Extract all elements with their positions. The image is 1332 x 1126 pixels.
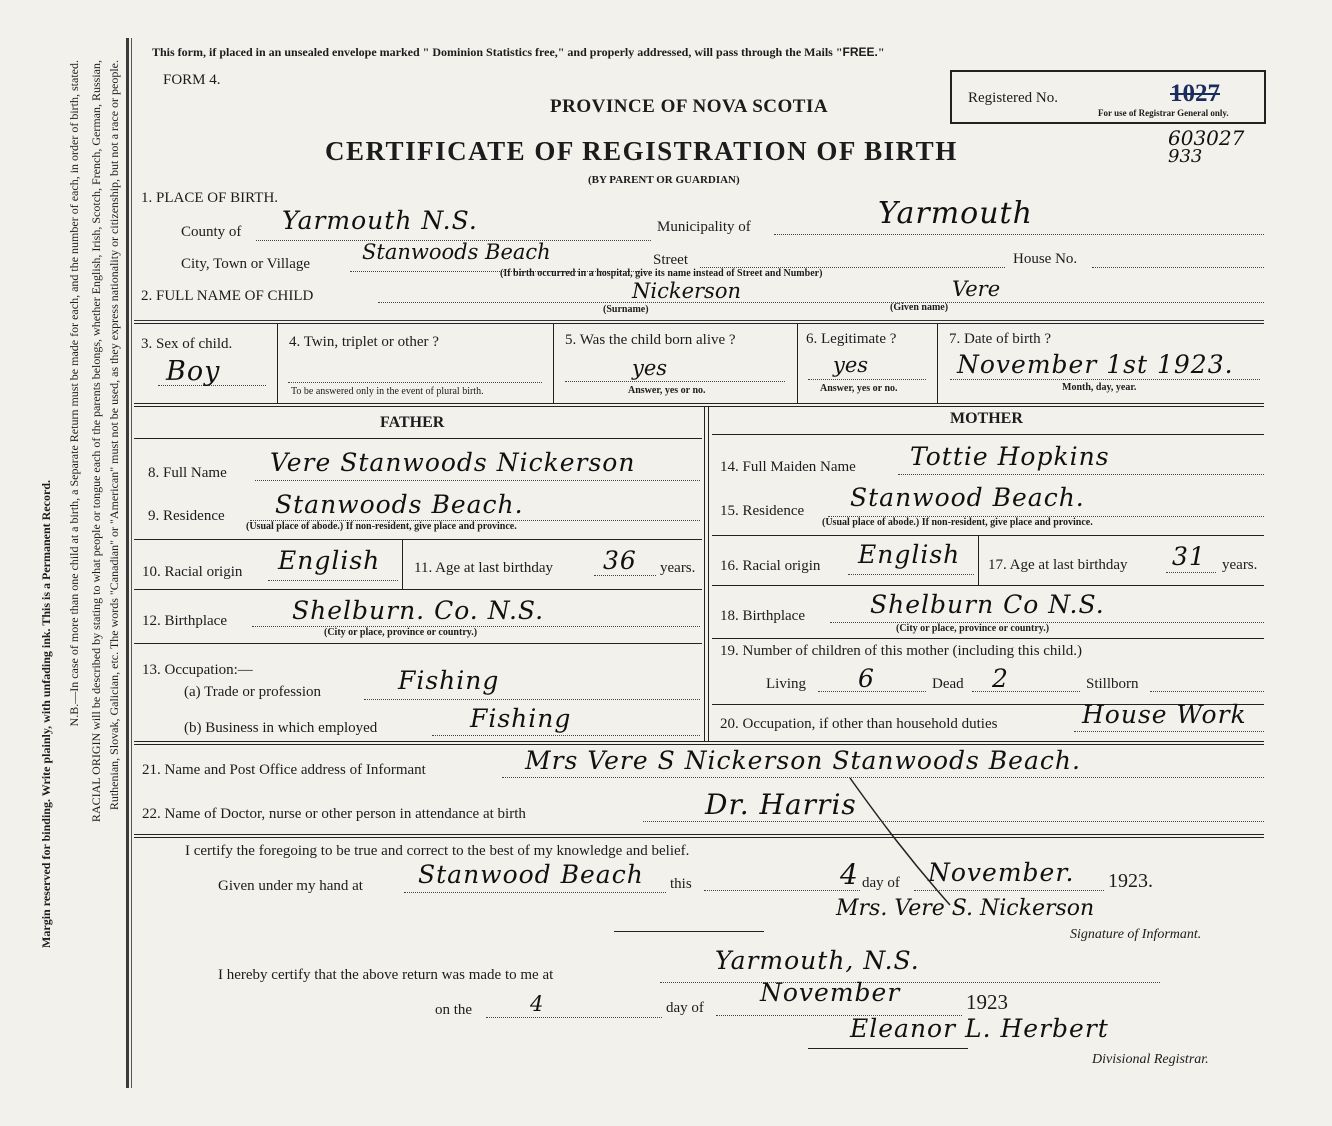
mother-age-unit: years. bbox=[1222, 557, 1258, 573]
mother-race-line bbox=[848, 574, 974, 575]
rule-below-row3 bbox=[134, 403, 1264, 404]
mother-birthplace-label: 18. Birthplace bbox=[720, 608, 805, 624]
father-age-unit: years. bbox=[660, 560, 696, 576]
pen-stroke-mark bbox=[840, 770, 960, 910]
legitimate-note: Answer, yes or no. bbox=[820, 383, 898, 394]
father-name-value: Vere Stanwoods Nickerson bbox=[270, 448, 636, 477]
mother-rule-2 bbox=[712, 585, 1264, 586]
return-place-value: Yarmouth, N.S. bbox=[715, 946, 920, 975]
mail-notice: This form, if placed in an unsealed envelope marked " Dominion Statistics free," and properly addressed, will pass through the Mails "FREE." bbox=[152, 45, 885, 59]
plural-birth-label: 4. Twin, triplet or other ? bbox=[289, 334, 439, 350]
day-line bbox=[704, 890, 860, 891]
father-birthplace-label: 12. Birthplace bbox=[142, 613, 227, 629]
stillborn-label: Stillborn bbox=[1086, 676, 1139, 692]
mother-rule-1 bbox=[712, 535, 1264, 536]
legitimate-label: 6. Legitimate ? bbox=[806, 331, 897, 347]
birth-date-value: November 1st 1923. bbox=[957, 350, 1234, 379]
divider-3-4 bbox=[277, 323, 278, 403]
child-name-line bbox=[378, 302, 1264, 303]
dead-label: Dead bbox=[932, 676, 964, 692]
father-race-divider bbox=[402, 539, 403, 589]
mother-race-divider bbox=[978, 535, 979, 585]
return-made-label: I hereby certify that the above return was made to me at bbox=[218, 967, 554, 983]
county-label: County of bbox=[181, 224, 242, 240]
on-the-label: on the bbox=[435, 1002, 473, 1018]
municipality-label: Municipality of bbox=[657, 219, 751, 235]
rule-above-row3-b bbox=[134, 323, 1264, 324]
informant-label: 21. Name and Post Office address of Informant bbox=[142, 762, 426, 778]
mother-rule-3 bbox=[712, 638, 1264, 639]
divider-5-6 bbox=[797, 323, 798, 403]
mother-residence-note: (Usual place of abode.) If non-resident, give place and province. bbox=[822, 517, 1093, 528]
legitimate-line bbox=[808, 379, 926, 380]
margin-notes bbox=[14, 60, 134, 1070]
parents-divider bbox=[704, 406, 705, 741]
birth-date-note: Month, day, year. bbox=[1062, 382, 1137, 393]
rule-above-certification bbox=[134, 834, 1264, 835]
father-heading-rule bbox=[134, 438, 702, 439]
margin-note-racial-origin-cont: Ruthenian, Slovak, Galician, etc. The words "Canadian" or "American" must not be used, as they express nationality or citizenship, but not a race or people. bbox=[107, 60, 121, 811]
father-name-label: 8. Full Name bbox=[148, 465, 227, 481]
house-number-line bbox=[1092, 267, 1264, 268]
registrar-signature: Eleanor L. Herbert bbox=[850, 1014, 1109, 1043]
rule-above-informant bbox=[134, 741, 1264, 742]
registered-number: 1027 bbox=[1170, 80, 1220, 107]
father-business-label: (b) Business in which employed bbox=[184, 720, 378, 736]
father-business-value: Fishing bbox=[470, 704, 572, 733]
mother-age-label: 17. Age at last birthday bbox=[988, 557, 1128, 573]
margin-number-1: 603027 bbox=[1168, 126, 1245, 150]
municipality-value: Yarmouth bbox=[878, 196, 1033, 231]
registration-box bbox=[950, 70, 1266, 124]
father-age-value: 36 bbox=[603, 546, 637, 575]
born-alive-value: yes bbox=[632, 356, 668, 380]
binding-rule bbox=[126, 38, 129, 1088]
rule-above-row3 bbox=[134, 320, 1264, 321]
signature-rule-left bbox=[614, 931, 764, 932]
mother-birthplace-note: (City or place, province or country.) bbox=[896, 623, 1050, 634]
form-number: FORM 4. bbox=[163, 72, 221, 88]
legitimate-value: yes bbox=[833, 353, 869, 377]
father-race-line bbox=[268, 580, 398, 581]
given-day-value: 4 bbox=[840, 858, 859, 891]
dead-line bbox=[972, 691, 1080, 692]
birth-date-line bbox=[950, 379, 1260, 380]
on-year-value: 1923 bbox=[966, 990, 1008, 1014]
given-at-place: Stanwood Beach bbox=[418, 860, 644, 889]
father-trade-value: Fishing bbox=[398, 666, 500, 695]
child-surname-value: Nickerson bbox=[632, 279, 741, 303]
mother-name-value: Tottie Hopkins bbox=[910, 442, 1110, 471]
mother-name-line bbox=[898, 474, 1264, 475]
county-value: Yarmouth N.S. bbox=[282, 206, 478, 235]
father-birthplace-value: Shelburn. Co. N.S. bbox=[292, 596, 545, 625]
on-day-line bbox=[486, 1017, 662, 1018]
stillborn-line bbox=[1150, 691, 1264, 692]
informant-signature-caption: Signature of Informant. bbox=[1070, 927, 1202, 942]
father-race-label: 10. Racial origin bbox=[142, 564, 243, 580]
rule-above-informant-b bbox=[134, 744, 1264, 745]
margin-note-binding: Margin reserved for binding. Write plainly, with unfading ink. This is a Permanent Record. bbox=[39, 480, 53, 948]
return-place-line bbox=[660, 982, 1160, 983]
mother-name-label: 14. Full Maiden Name bbox=[720, 459, 856, 475]
binding-rule-thin bbox=[131, 38, 132, 1088]
this-label: this bbox=[670, 876, 692, 892]
parents-divider-b bbox=[708, 406, 709, 741]
on-day-value: 4 bbox=[530, 992, 544, 1016]
surname-note: (Surname) bbox=[603, 304, 649, 315]
page-title: CERTIFICATE OF REGISTRATION OF BIRTH bbox=[325, 136, 958, 166]
municipality-line bbox=[774, 234, 1264, 235]
mother-age-line bbox=[1166, 572, 1216, 573]
margin-note-multiple-birth: N.B.—In case of more than one child at a birth, a Separate Return must be made for each, and the number of each, in order of birth, stated. bbox=[67, 60, 81, 727]
father-trade-line bbox=[364, 699, 700, 700]
plural-birth-note: To be answered only in the event of plural birth. bbox=[291, 386, 484, 397]
father-age-line bbox=[594, 575, 656, 576]
given-month-value: November. bbox=[928, 858, 1075, 887]
born-alive-line bbox=[565, 381, 785, 382]
given-at-line bbox=[404, 892, 666, 893]
street-label: Street bbox=[653, 252, 688, 268]
hospital-note: (If birth occurred in a hospital, give its name instead of Street and Number) bbox=[500, 268, 823, 279]
informant-value: Mrs Vere S Nickerson Stanwoods Beach. bbox=[525, 746, 1081, 775]
father-age-label: 11. Age at last birthday bbox=[414, 560, 553, 576]
registrar-caption: Divisional Registrar. bbox=[1092, 1052, 1209, 1067]
house-number-label: House No. bbox=[1013, 251, 1078, 267]
margin-note-racial-origin: RACIAL ORIGIN will be described by stating to what people or tongue each of the parents belongs, whether English, Irish, Scotch, French, German, Russian, bbox=[89, 60, 103, 823]
given-at-label: Given under my hand at bbox=[218, 878, 363, 894]
on-day-of-label: day of bbox=[666, 1000, 704, 1016]
mother-occupation-line bbox=[1074, 731, 1264, 732]
mother-residence-label: 15. Residence bbox=[720, 503, 805, 519]
place-of-birth-label: 1. PLACE OF BIRTH. bbox=[141, 190, 279, 206]
registrar-rule bbox=[808, 1048, 968, 1049]
father-residence-value: Stanwoods Beach. bbox=[275, 490, 524, 519]
dead-value: 2 bbox=[992, 664, 1009, 693]
mother-race-value: English bbox=[858, 540, 961, 569]
father-rule-3 bbox=[134, 643, 702, 644]
mother-heading-rule bbox=[712, 434, 1264, 435]
day-of-label: day of bbox=[862, 875, 900, 891]
living-value: 6 bbox=[858, 664, 875, 693]
birth-date-label: 7. Date of birth ? bbox=[949, 331, 1052, 347]
page-subtitle: (BY PARENT OR GUARDIAN) bbox=[588, 174, 740, 186]
informant-signature: Mrs. Vere S. Nickerson bbox=[836, 896, 1095, 921]
children-count-label: 19. Number of children of this mother (including this child.) bbox=[720, 643, 1083, 659]
father-name-line bbox=[255, 480, 700, 481]
father-residence-note: (Usual place of abode.) If non-resident, give place and province. bbox=[246, 521, 517, 532]
on-month-value: November bbox=[760, 978, 901, 1007]
rule-above-certification-b bbox=[134, 837, 1264, 838]
father-rule-1 bbox=[134, 539, 702, 540]
mother-age-value: 31 bbox=[1172, 542, 1206, 571]
province-heading: PROVINCE OF NOVA SCOTIA bbox=[550, 96, 829, 117]
divider-4-5 bbox=[553, 323, 554, 403]
divider-6-7 bbox=[937, 323, 938, 403]
mother-occupation-value: House Work bbox=[1082, 700, 1247, 729]
father-trade-label: (a) Trade or profession bbox=[184, 684, 322, 700]
sex-label: 3. Sex of child. bbox=[141, 336, 233, 352]
father-heading: FATHER bbox=[380, 414, 445, 431]
margin-number-2: 933 bbox=[1168, 146, 1203, 167]
father-residence-label: 9. Residence bbox=[148, 508, 225, 524]
city-value: Stanwoods Beach bbox=[362, 240, 551, 264]
father-rule-2 bbox=[134, 589, 702, 590]
father-race-value: English bbox=[278, 546, 381, 575]
plural-birth-line bbox=[288, 382, 542, 383]
child-name-label: 2. FULL NAME OF CHILD bbox=[141, 288, 314, 304]
given-name-note: (Given name) bbox=[890, 302, 949, 313]
attendant-value: Dr. Harris bbox=[705, 788, 857, 821]
mother-race-label: 16. Racial origin bbox=[720, 558, 821, 574]
father-occupation-label: 13. Occupation:— bbox=[142, 662, 253, 678]
born-alive-note: Answer, yes or no. bbox=[628, 385, 706, 396]
mother-heading: MOTHER bbox=[950, 410, 1023, 427]
mother-birthplace-value: Shelburn Co N.S. bbox=[870, 590, 1105, 619]
mother-occupation-label: 20. Occupation, if other than household duties bbox=[720, 716, 998, 732]
father-birthplace-note: (City or place, province or country.) bbox=[324, 627, 478, 638]
registrar-note: For use of Registrar General only. bbox=[1098, 108, 1229, 118]
attendant-label: 22. Name of Doctor, nurse or other person in attendance at birth bbox=[142, 806, 526, 822]
registered-label: Registered No. bbox=[968, 90, 1058, 106]
living-label: Living bbox=[766, 676, 806, 692]
rule-below-row3-b bbox=[134, 406, 1264, 407]
born-alive-label: 5. Was the child born alive ? bbox=[565, 332, 736, 348]
mother-residence-value: Stanwood Beach. bbox=[850, 483, 1085, 512]
sex-value: Boy bbox=[166, 356, 221, 387]
certification-statement: I certify the foregoing to be true and correct to the best of my knowledge and belief. bbox=[185, 843, 690, 859]
given-year-value: 1923. bbox=[1108, 870, 1153, 892]
city-label: City, Town or Village bbox=[181, 256, 311, 272]
child-given-value: Vere bbox=[952, 277, 1001, 301]
father-business-line bbox=[432, 735, 700, 736]
